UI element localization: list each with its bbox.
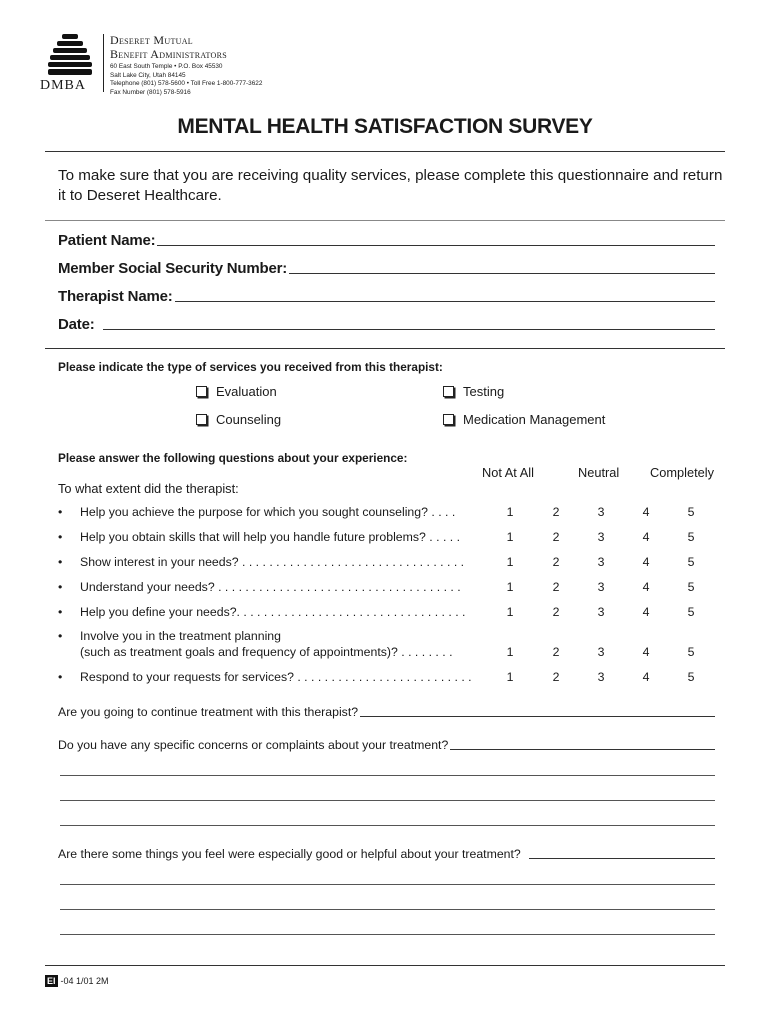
org-name-line1: Deseret Mutual [110, 33, 193, 47]
therapist-name-line[interactable] [175, 301, 715, 302]
option-label: Counseling [216, 412, 282, 427]
rating-5[interactable]: 5 [687, 645, 695, 659]
questions-lead: To what extent did the therapist: [58, 481, 239, 496]
good-question-text: Are there some things you feel were especially good or helpful about your treatment? [58, 847, 521, 861]
rule-top [45, 151, 725, 152]
intro-text: To make sure that you are receiving quality services, please complete this questionnaire and return it to Deseret Healthcare. [58, 167, 723, 204]
member-ssn-label: Member Social Security Number: [58, 260, 288, 277]
good-line-1[interactable] [60, 884, 715, 885]
question-text: Understand your needs? . . . . . . . . . . . . . . . . . . . . . . . . . . . . . . . . . . . . [80, 580, 461, 594]
rating-4[interactable]: 4 [642, 580, 650, 594]
rating-2[interactable]: 2 [552, 530, 560, 544]
bullet: • [58, 629, 63, 643]
rating-5[interactable]: 5 [687, 530, 695, 544]
concerns-line-1[interactable] [60, 775, 715, 776]
continue-question-text: Are you going to continue treatment with this therapist? [58, 705, 359, 719]
address-line4: Fax Number (801) 578-5916 [110, 88, 191, 96]
rating-5[interactable]: 5 [687, 670, 695, 684]
good-question[interactable] [58, 847, 715, 861]
form-code-rest: -04 1/01 2M [60, 976, 109, 986]
therapist-name-label: Therapist Name: [58, 288, 173, 305]
rule-fields [45, 348, 725, 349]
concerns-question-text: Do you have any specific concerns or complaints about your treatment? [58, 738, 449, 752]
member-ssn-line[interactable] [289, 273, 715, 274]
continue-question[interactable] [58, 705, 715, 719]
patient-name-field[interactable] [58, 231, 715, 249]
continue-answer-line[interactable] [360, 716, 715, 717]
rating-3[interactable]: 3 [597, 645, 605, 659]
rule-bottom [45, 965, 725, 966]
bullet: • [58, 505, 63, 519]
rating-5[interactable]: 5 [687, 555, 695, 569]
concerns-line-3[interactable] [60, 825, 715, 826]
option-label: Medication Management [463, 412, 606, 427]
checkbox[interactable] [196, 414, 207, 425]
option-evaluation[interactable] [196, 384, 277, 399]
question-text: Involve you in the treatment planning [80, 629, 281, 643]
form-code-badge: EI [47, 976, 56, 986]
rating-4[interactable]: 4 [642, 605, 650, 619]
good-line-2[interactable] [60, 909, 715, 910]
bullet: • [58, 555, 63, 569]
concerns-answer-line[interactable] [450, 749, 715, 750]
rating-2[interactable]: 2 [552, 605, 560, 619]
rating-1[interactable]: 1 [506, 505, 514, 519]
rating-4[interactable]: 4 [642, 555, 650, 569]
services-heading: Please indicate the type of services you received from this therapist: [58, 360, 443, 374]
date-label: Date: [58, 316, 95, 333]
rating-2[interactable]: 2 [552, 555, 560, 569]
page-title: MENTAL HEALTH SATISFACTION SURVEY [177, 115, 593, 138]
checkbox[interactable] [443, 386, 454, 397]
question-text: Help you achieve the purpose for which you sought counseling? . . . . [80, 505, 456, 519]
org-block [110, 33, 262, 97]
scale-not-at-all: Not At All [482, 465, 534, 480]
concerns-question[interactable] [58, 738, 715, 752]
scale-completely: Completely [650, 465, 715, 480]
checkbox[interactable] [196, 386, 207, 397]
bullet: • [58, 530, 63, 544]
logo-text: DMBA [40, 78, 87, 93]
question-text: Help you define your needs?. . . . . . . . . . . . . . . . . . . . . . . . . . . . . . . . . . [80, 605, 466, 619]
question-text-cont: (such as treatment goals and frequency of appointments)? . . . . . . . . [80, 645, 453, 659]
rating-3[interactable]: 3 [597, 605, 605, 619]
address-line3: Telephone (801) 578-5600 • Toll Free 1-800-777-3622 [110, 80, 263, 88]
org-name-line2: Benefit Administrators [110, 47, 228, 61]
rating-1[interactable]: 1 [506, 670, 514, 684]
address-line2: Salt Lake City, Utah 84145 [110, 71, 186, 79]
rating-4[interactable]: 4 [642, 505, 650, 519]
rating-1[interactable]: 1 [506, 645, 514, 659]
rating-2[interactable]: 2 [552, 645, 560, 659]
bullet: • [58, 605, 63, 619]
bullet: • [58, 670, 63, 684]
good-line-3[interactable] [60, 934, 715, 935]
checkbox[interactable] [443, 414, 454, 425]
rating-1[interactable]: 1 [506, 580, 514, 594]
rating-3[interactable]: 3 [597, 555, 605, 569]
rating-1[interactable]: 1 [506, 530, 514, 544]
rating-2[interactable]: 2 [552, 670, 560, 684]
rating-1[interactable]: 1 [506, 605, 514, 619]
question-text: Show interest in your needs? . . . . . . . . . . . . . . . . . . . . . . . . . . . . . . . . . [80, 555, 465, 569]
form-code [45, 975, 109, 987]
good-answer-line[interactable] [529, 858, 715, 859]
rating-3[interactable]: 3 [597, 530, 605, 544]
option-counseling[interactable] [196, 412, 281, 427]
concerns-line-2[interactable] [60, 800, 715, 801]
therapist-name-field[interactable] [58, 287, 715, 305]
rating-5[interactable]: 5 [687, 505, 695, 519]
rating-2[interactable]: 2 [552, 505, 560, 519]
option-testing[interactable] [443, 384, 504, 399]
rating-5[interactable]: 5 [687, 580, 695, 594]
rating-1[interactable]: 1 [506, 555, 514, 569]
bullet: • [58, 580, 63, 594]
rating-4[interactable]: 4 [642, 645, 650, 659]
rule-intro [45, 220, 725, 221]
patient-name-label: Patient Name: [58, 232, 156, 249]
rating-4[interactable]: 4 [642, 530, 650, 544]
option-medication-management[interactable] [443, 412, 605, 427]
rating-5[interactable]: 5 [687, 605, 695, 619]
question-text: Help you obtain skills that will help you handle future problems? . . . . . [80, 530, 461, 544]
dmba-beehive-logo [44, 34, 96, 76]
rating-4[interactable]: 4 [642, 670, 650, 684]
member-ssn-field[interactable] [58, 259, 715, 277]
date-line[interactable] [103, 329, 715, 330]
rating-3[interactable]: 3 [597, 505, 605, 519]
scale-neutral: Neutral [578, 465, 620, 480]
option-label: Testing [463, 384, 505, 399]
rating-2[interactable]: 2 [552, 580, 560, 594]
rating-3[interactable]: 3 [597, 580, 605, 594]
option-label: Evaluation [216, 384, 277, 399]
question-text: Respond to your requests for services? . . . . . . . . . . . . . . . . . . . . . . . . . . [80, 670, 472, 684]
patient-name-line[interactable] [157, 245, 715, 246]
date-field[interactable] [58, 315, 715, 333]
address-line1: 60 East South Temple • P.O. Box 45530 [110, 63, 223, 70]
header-divider [103, 34, 104, 92]
rating-3[interactable]: 3 [597, 670, 605, 684]
experience-heading: Please answer the following questions about your experience: [58, 451, 408, 465]
